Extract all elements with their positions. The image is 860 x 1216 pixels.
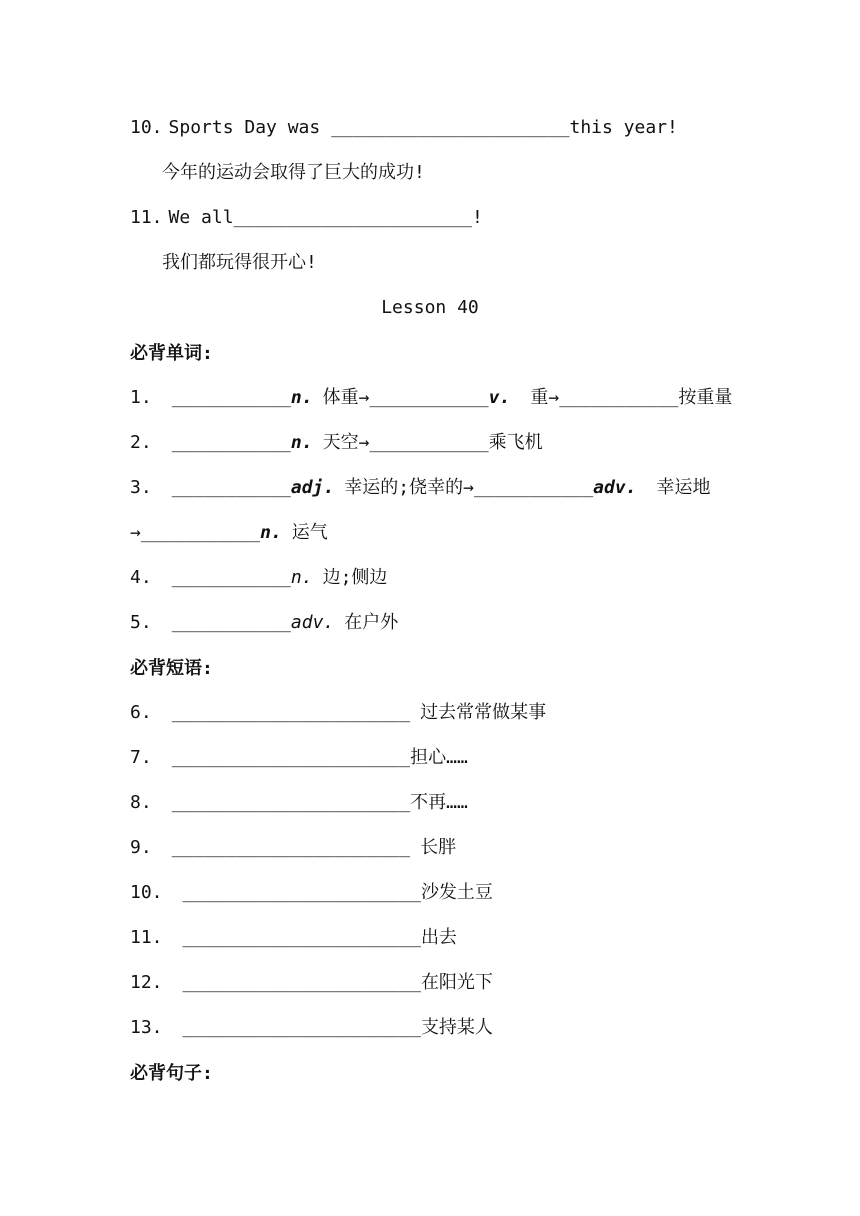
part-of-speech: n. <box>290 567 313 588</box>
answer-blank[interactable]: ___________ <box>171 477 291 498</box>
word-item-3-continued <box>130 521 328 545</box>
sentences-heading: 必背句子: <box>130 1063 213 1084</box>
part-of-speech: adj. <box>290 477 335 498</box>
part-of-speech: adv. <box>290 612 335 633</box>
arrow-icon: → <box>463 477 474 498</box>
item-number: 3. <box>130 477 152 498</box>
item-number: 7. <box>130 747 152 768</box>
phrase-item-12 <box>130 971 493 995</box>
meaning: 按重量 <box>678 387 733 408</box>
answer-blank[interactable]: ___________ <box>559 387 679 408</box>
meaning: 乘飞机 <box>488 432 543 453</box>
phrase-item-11 <box>130 926 457 950</box>
answer-blank[interactable]: ______________________ <box>182 1017 421 1038</box>
phrase-item-9 <box>130 836 456 860</box>
sentence-text: Sports Day was <box>168 117 332 138</box>
answer-blank[interactable]: ______________________ <box>182 927 421 948</box>
sentence-11-translation: 我们都玩得很开心! <box>162 252 317 273</box>
arrow-icon: → <box>130 522 141 543</box>
item-number: 9. <box>130 837 152 858</box>
meaning: 幸运地 <box>656 477 711 498</box>
item-number: 2. <box>130 432 152 453</box>
item-number: 11. <box>130 207 163 228</box>
meaning: 重 <box>530 387 549 408</box>
answer-blank[interactable]: ___________ <box>473 477 594 498</box>
answer-blank[interactable]: ______________________ <box>171 747 411 768</box>
phrases-heading: 必背短语: <box>130 658 213 679</box>
meaning: 在阳光下 <box>420 972 493 993</box>
answer-blank[interactable]: ___________ <box>171 567 291 588</box>
answer-blank[interactable]: ___________ <box>140 522 261 543</box>
answer-blank[interactable]: ______________________ <box>233 207 472 228</box>
item-number: 11. <box>130 927 163 948</box>
meaning: 担心…… <box>410 747 468 768</box>
meaning: 不再…… <box>410 792 468 813</box>
phrase-item-13 <box>130 1016 493 1040</box>
word-item-4 <box>130 566 387 590</box>
meaning: 过去常常做某事 <box>420 702 547 723</box>
part-of-speech: n. <box>290 432 313 453</box>
arrow-icon: → <box>548 387 560 408</box>
answer-blank[interactable]: ______________________ <box>171 702 411 723</box>
item-number: 5. <box>130 612 152 633</box>
item-number: 6. <box>130 702 152 723</box>
phrase-item-10 <box>130 881 493 905</box>
arrow-icon: → <box>358 432 370 453</box>
meaning: 运气 <box>291 522 328 543</box>
sentence-text: ! <box>471 207 483 228</box>
item-number: 10. <box>130 882 163 903</box>
meaning: 边;侧边 <box>322 567 388 588</box>
part-of-speech: adv. <box>593 477 637 498</box>
word-item-2 <box>130 431 543 455</box>
sentence-text: this year! <box>569 117 678 138</box>
item-number: 4. <box>130 567 152 588</box>
phrase-item-7 <box>130 746 468 770</box>
meaning: 支持某人 <box>420 1017 493 1038</box>
part-of-speech: v. <box>488 387 511 408</box>
answer-blank[interactable]: ___________ <box>171 612 291 633</box>
answer-blank[interactable]: ___________ <box>369 432 489 453</box>
meaning: 沙发土豆 <box>420 882 493 903</box>
answer-blank[interactable]: ______________________ <box>182 882 421 903</box>
part-of-speech: n. <box>260 522 282 543</box>
answer-blank[interactable]: ______________________ <box>182 972 421 993</box>
sentence-10 <box>130 116 678 140</box>
answer-blank[interactable]: ______________________ <box>331 117 570 138</box>
arrow-icon: → <box>358 387 370 408</box>
item-number: 10. <box>130 117 163 138</box>
item-number: 12. <box>130 972 163 993</box>
item-number: 13. <box>130 1017 163 1038</box>
item-number: 8. <box>130 792 152 813</box>
part-of-speech: n. <box>290 387 313 408</box>
word-item-5 <box>130 611 398 635</box>
word-item-3 <box>130 476 711 500</box>
answer-blank[interactable]: ___________ <box>171 387 291 408</box>
item-number: 1. <box>130 387 152 408</box>
answer-blank[interactable]: ___________ <box>369 387 489 408</box>
meaning: 长胖 <box>420 837 457 858</box>
phrase-item-6 <box>130 701 546 725</box>
word-item-1 <box>130 386 732 410</box>
meaning: 在户外 <box>344 612 399 633</box>
meaning: 天空 <box>322 432 359 453</box>
answer-blank[interactable]: ______________________ <box>171 837 411 858</box>
answer-blank[interactable]: ___________ <box>171 432 291 453</box>
lesson-title: Lesson 40 <box>381 297 479 318</box>
sentence-text: We all <box>168 207 234 228</box>
meaning: 幸运的;侥幸的 <box>344 477 464 498</box>
meaning: 出去 <box>420 927 457 948</box>
phrase-item-8 <box>130 791 468 815</box>
sentence-11 <box>130 206 483 230</box>
meaning: 体重 <box>322 387 359 408</box>
sentence-10-translation: 今年的运动会取得了巨大的成功! <box>162 162 425 183</box>
answer-blank[interactable]: ______________________ <box>171 792 411 813</box>
words-heading: 必背单词: <box>130 343 213 364</box>
